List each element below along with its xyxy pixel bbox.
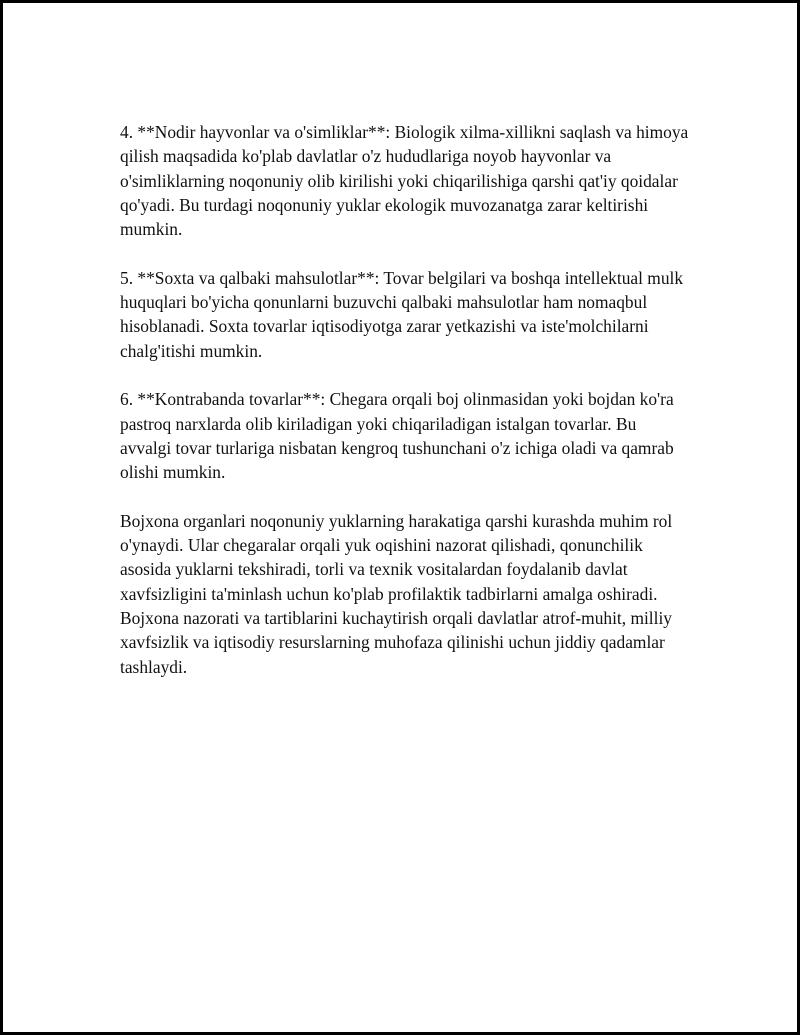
paragraph-item-5: 5. **Soxta va qalbaki mahsulotlar**: Tovar belgilari va boshqa intellektual mulk huquqlari bo'yicha qonunlarni buzuvchi qalbaki mahsulotlar ham nomaqbul hisoblanadi. Soxta tovarlar iqtisodiyotga zarar yetkazishi va iste'molchilarni chalg'itishi mumkin. [120,267,684,361]
document-body [120,120,690,703]
paragraph-customs-summary: Bojxona organlari noqonuniy yuklarning harakatiga qarshi kurashda muhim rol o'ynaydi. Ular chegaralar orqali yuk oqishini nazorat qilishadi, qonunchilik asosida yuklarni tekshiradi, torli va texnik vositalardan foydalanib davlat xavfsizligini ta'minlash uchun ko'plab profilaktik tadbirlarni amalga oshiradi. Bojxona nazorati va tartiblarini kuchaytirish orqali davlatlar atrof-muhit, milliy xavfsizlik va iqtisodiy resurslarning muhofaza qilinishi uchun jiddiy qadamlar tashlaydi. [120,510,673,677]
paragraph-item-6: 6. **Kontrabanda tovarlar**: Chegara orqali boj olinmasidan yoki bojdan ko'ra pastroq narxlarda olib kiriladigan yoki chiqariladigan istalgan tovarlar. Bu avvalgi tovar turlariga nisbatan kengroq tushunchani o'z ichiga oladi va qamrab olishi mumkin. [120,389,674,483]
paragraph-item-4: 4. **Nodir hayvonlar va o'simliklar**: Biologik xilma-xillikni saqlash va himoya qilish maqsadida ko'plab davlatlar o'z hududlariga noyob hayvonlar va o'simliklarning noqonuniy olib kirilishi yoki chiqarilishiga qarshi qat'iy qoidalar qo'yadi. Bu turdagi noqonuniy yuklar ekologik muvozanatga zarar keltirishi mumkin. [120,122,689,240]
